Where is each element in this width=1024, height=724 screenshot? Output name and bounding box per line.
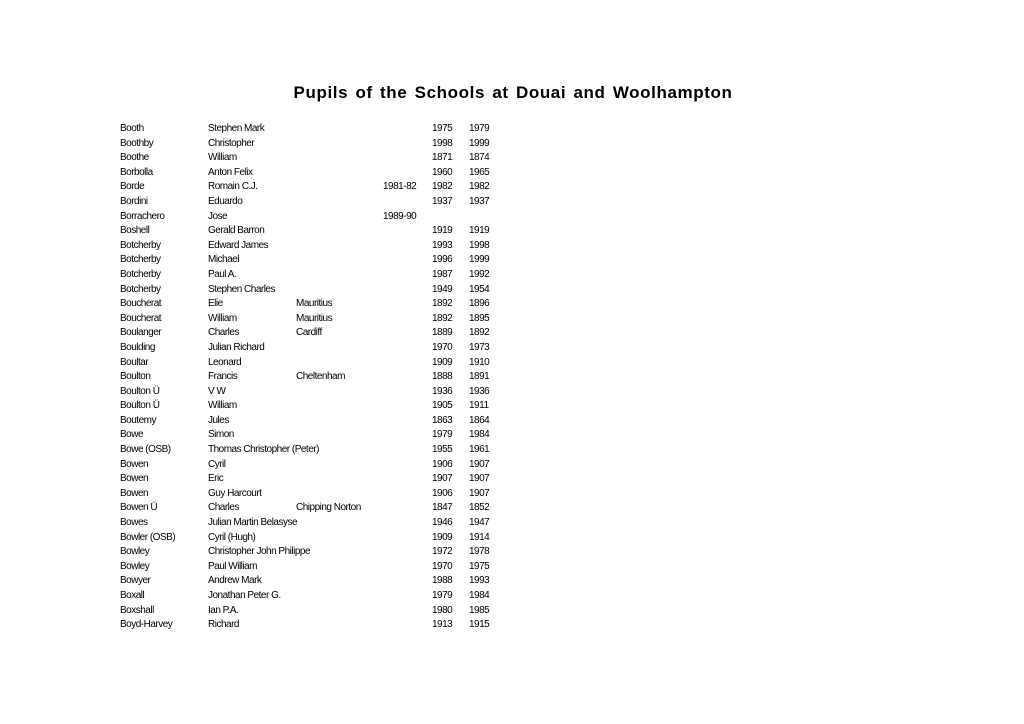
place-cell: Chipping Norton	[296, 502, 361, 514]
surname-cell: Boutemy	[120, 414, 156, 426]
forename-cell: Christopher	[208, 137, 255, 149]
list-item	[120, 137, 540, 152]
surname-cell: Boshell	[120, 225, 150, 237]
surname-cell: Bowen	[120, 487, 149, 499]
place-cell: Cardiff	[296, 327, 322, 339]
year-from-cell: 1889	[432, 327, 453, 339]
list-item	[120, 312, 540, 327]
year-from-cell: 1993	[432, 239, 453, 251]
year-from-cell: 1979	[432, 590, 453, 601]
surname-cell: Boxshall	[120, 604, 154, 616]
year-from-cell: 1888	[432, 371, 453, 383]
surname-cell: Bowen	[120, 473, 149, 485]
year-from-cell: 1913	[432, 619, 453, 631]
forename-cell: Simon	[208, 429, 234, 441]
surname-cell: Boulanger	[120, 327, 162, 339]
forename-cell: Ian P.A.	[208, 604, 239, 616]
list-item	[120, 180, 540, 195]
extra-years-cell: 1981-82	[383, 181, 417, 193]
year-to-cell: 1998	[469, 239, 490, 251]
year-to-cell: 1892	[469, 327, 490, 339]
year-to-cell: 1984	[469, 590, 490, 601]
forename-cell: Cyril (Hugh)	[208, 531, 256, 543]
year-to-cell: 1874	[469, 152, 490, 164]
year-from-cell: 1982	[432, 181, 453, 193]
forename-cell: Stephen Charles	[208, 283, 275, 295]
year-to-cell: 1973	[469, 341, 490, 353]
year-from-cell: 1979	[432, 429, 453, 441]
forename-cell: Charles	[208, 502, 239, 514]
list-item	[120, 414, 540, 429]
surname-cell: Boothe	[120, 152, 149, 164]
list-item	[120, 210, 540, 225]
year-from-cell: 1892	[432, 312, 453, 324]
year-to-cell: 1864	[469, 414, 490, 426]
year-to-cell: 1992	[469, 268, 490, 280]
list-item	[120, 356, 540, 371]
year-to-cell: 1907	[469, 473, 490, 485]
forename-cell: Eric	[208, 473, 224, 485]
forename-cell: Julian Martin Belasyse	[208, 517, 298, 529]
list-item	[120, 560, 540, 575]
list-item	[120, 618, 540, 633]
list-item	[120, 458, 540, 473]
surname-cell: Boulton	[120, 371, 151, 383]
year-to-cell: 1911	[469, 400, 489, 412]
surname-cell: Bowyer	[120, 575, 151, 587]
year-to-cell: 1936	[469, 385, 490, 397]
forename-cell: V W	[208, 385, 226, 397]
year-to-cell: 1896	[469, 298, 490, 310]
surname-cell: Botcherby	[120, 239, 161, 251]
year-to-cell: 1891	[469, 371, 490, 383]
list-item	[120, 195, 540, 210]
surname-cell: Booth	[120, 123, 144, 134]
year-from-cell: 1975	[432, 123, 453, 134]
year-to-cell: 1975	[469, 560, 490, 572]
forename-cell: William	[208, 152, 237, 164]
surname-cell: Borrachero	[120, 210, 165, 222]
year-to-cell: 1907	[469, 487, 490, 499]
forename-cell: Romain C.J.	[208, 181, 258, 193]
year-from-cell: 1909	[432, 531, 453, 543]
year-to-cell: 1978	[469, 546, 490, 558]
extra-years-cell: 1989-90	[383, 210, 417, 222]
list-item	[120, 516, 540, 531]
surname-cell: Bordini	[120, 195, 148, 207]
year-to-cell: 1914	[469, 531, 490, 543]
forename-cell: Christopher John Philippe	[208, 546, 311, 558]
year-from-cell: 1863	[432, 414, 453, 426]
year-to-cell: 1954	[469, 283, 490, 295]
forename-cell: William	[208, 312, 237, 324]
year-from-cell: 1905	[432, 400, 453, 412]
place-cell: Mauritius	[296, 312, 333, 324]
list-item	[120, 589, 540, 604]
surname-cell: Bowley	[120, 560, 150, 572]
year-to-cell: 1961	[469, 444, 490, 456]
surname-cell: Bowen Ü	[120, 502, 158, 514]
year-from-cell: 1996	[432, 254, 453, 266]
surname-cell: Boulton Ü	[120, 385, 160, 397]
surname-cell: Boothby	[120, 137, 154, 149]
year-from-cell: 1936	[432, 385, 453, 397]
year-to-cell: 1919	[469, 225, 490, 237]
year-from-cell: 1949	[432, 283, 453, 295]
page-title: Pupils of the Schools at Douai and Woolhampton	[293, 83, 733, 102]
year-from-cell: 1909	[432, 356, 453, 368]
place-cell: Cheltenham	[296, 371, 345, 383]
year-to-cell: 1999	[469, 137, 490, 149]
forename-cell: Jose	[208, 210, 228, 222]
pupil-list	[120, 122, 540, 633]
surname-cell: Bowe	[120, 429, 144, 441]
forename-cell: Stephen Mark	[208, 123, 265, 134]
year-from-cell: 1906	[432, 458, 453, 470]
surname-cell: Boulton Ü	[120, 400, 160, 412]
year-to-cell: 1937	[469, 195, 490, 207]
forename-cell: Thomas Christopher (Peter)	[208, 444, 319, 456]
forename-cell: Guy Harcourt	[208, 487, 262, 499]
year-from-cell: 1946	[432, 517, 453, 529]
forename-cell: Paul A.	[208, 268, 237, 280]
surname-cell: Bowes	[120, 517, 148, 529]
year-from-cell: 1972	[432, 546, 453, 558]
surname-cell: Boyd-Harvey	[120, 619, 173, 631]
list-item	[120, 283, 540, 298]
forename-cell: Leonard	[208, 356, 242, 368]
year-to-cell: 1947	[469, 517, 490, 529]
list-item	[120, 370, 540, 385]
forename-cell: Eduardo	[208, 195, 243, 207]
year-to-cell: 1965	[469, 166, 490, 178]
list-item	[120, 297, 540, 312]
surname-cell: Boucherat	[120, 298, 162, 310]
list-item	[120, 122, 540, 137]
surname-cell: Bowley	[120, 546, 150, 558]
year-to-cell: 1895	[469, 312, 490, 324]
list-item	[120, 341, 540, 356]
forename-cell: Charles	[208, 327, 239, 339]
list-item	[120, 166, 540, 181]
list-item	[120, 428, 540, 443]
year-from-cell: 1980	[432, 604, 453, 616]
year-to-cell: 1852	[469, 502, 490, 514]
list-item	[120, 574, 540, 589]
list-item	[120, 531, 540, 546]
year-to-cell: 1910	[469, 356, 490, 368]
year-from-cell: 1847	[432, 502, 453, 514]
list-item	[120, 326, 540, 341]
list-item	[120, 443, 540, 458]
year-from-cell: 1970	[432, 341, 453, 353]
surname-cell: Botcherby	[120, 268, 161, 280]
forename-cell: Julian Richard	[208, 341, 265, 353]
list-item	[120, 385, 540, 400]
year-from-cell: 1892	[432, 298, 453, 310]
forename-cell: Andrew Mark	[208, 575, 262, 587]
forename-cell: William	[208, 400, 237, 412]
surname-cell: Boxall	[120, 590, 145, 601]
surname-cell: Bowler (OSB)	[120, 531, 176, 543]
year-from-cell: 1988	[432, 575, 453, 587]
surname-cell: Boulding	[120, 341, 155, 353]
forename-cell: Michael	[208, 254, 239, 266]
list-item	[120, 151, 540, 166]
forename-cell: Paul William	[208, 560, 258, 572]
year-to-cell: 1984	[469, 429, 490, 441]
year-to-cell: 1915	[469, 619, 490, 631]
list-item	[120, 501, 540, 516]
list-item	[120, 472, 540, 487]
surname-cell: Botcherby	[120, 254, 161, 266]
forename-cell: Edward James	[208, 239, 269, 251]
forename-cell: Jonathan Peter G.	[208, 590, 281, 601]
year-to-cell: 1982	[469, 181, 490, 193]
year-from-cell: 1987	[432, 268, 453, 280]
forename-cell: Elie	[208, 298, 223, 310]
surname-cell: Bowe (OSB)	[120, 444, 171, 456]
year-from-cell: 1970	[432, 560, 453, 572]
forename-cell: Francis	[208, 371, 238, 383]
year-to-cell: 1999	[469, 254, 490, 266]
surname-cell: Boultar	[120, 356, 149, 368]
surname-cell: Bowen	[120, 458, 149, 470]
list-item	[120, 268, 540, 283]
year-from-cell: 1937	[432, 195, 453, 207]
year-from-cell: 1907	[432, 473, 453, 485]
year-from-cell: 1906	[432, 487, 453, 499]
list-item	[120, 253, 540, 268]
place-cell: Mauritius	[296, 298, 333, 310]
year-from-cell: 1955	[432, 444, 453, 456]
year-to-cell: 1985	[469, 604, 490, 616]
list-item	[120, 239, 540, 254]
list-item	[120, 487, 540, 502]
surname-cell: Boucherat	[120, 312, 162, 324]
year-to-cell: 1907	[469, 458, 490, 470]
year-to-cell: 1993	[469, 575, 490, 587]
forename-cell: Gerald Barron	[208, 225, 265, 237]
forename-cell: Cyril	[208, 458, 226, 470]
forename-cell: Jules	[208, 414, 229, 426]
surname-cell: Borbolla	[120, 166, 153, 178]
list-item	[120, 604, 540, 619]
year-from-cell: 1998	[432, 137, 453, 149]
list-item	[120, 399, 540, 414]
year-from-cell: 1871	[432, 152, 453, 164]
year-from-cell: 1919	[432, 225, 453, 237]
year-to-cell: 1979	[469, 123, 490, 134]
surname-cell: Borde	[120, 181, 145, 193]
forename-cell: Richard	[208, 619, 239, 631]
list-item	[120, 545, 540, 560]
surname-cell: Botcherby	[120, 283, 161, 295]
year-from-cell: 1960	[432, 166, 453, 178]
list-item	[120, 224, 540, 239]
forename-cell: Anton Felix	[208, 166, 253, 178]
